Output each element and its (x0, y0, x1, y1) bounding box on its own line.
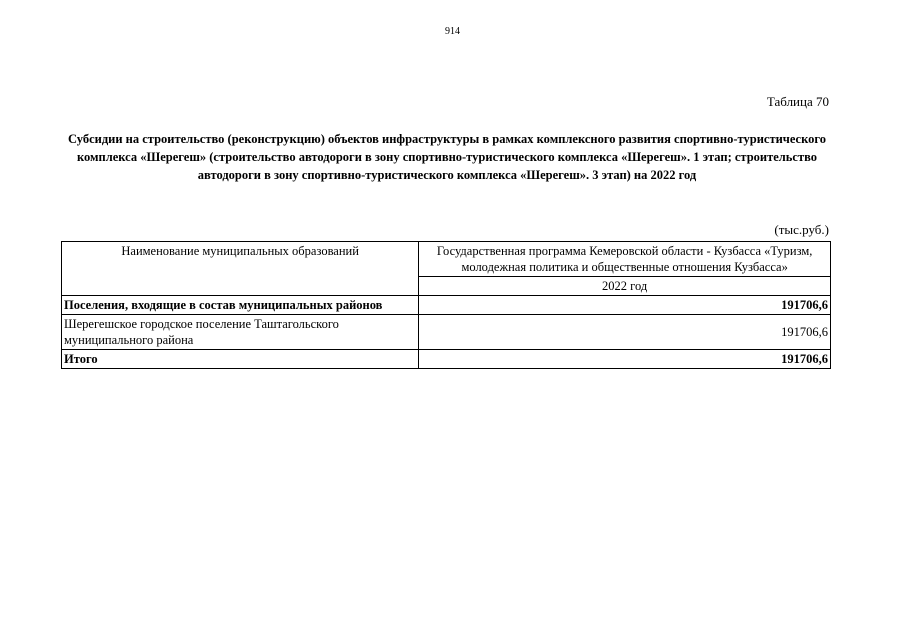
row-name: Поселения, входящие в состав муниципальных районов (62, 296, 419, 315)
row-value: 191706,6 (419, 315, 831, 350)
units-label: (тыс.руб.) (774, 222, 829, 237)
header-year: 2022 год (419, 277, 831, 296)
row-value: 191706,6 (419, 296, 831, 315)
header-program: Государственная программа Кемеровской области - Кузбасса «Туризм, молодежная политика и общественные отношения Кузбасса» (419, 242, 831, 277)
row-value: 191706,6 (419, 350, 831, 369)
table-label: Таблица 70 (766, 94, 829, 109)
document-title: Субсидии на строительство (реконструкцию) объектов инфраструктуры в рамках комплексного развития спортивно-туристического комплекса «Шерегеш» (строительство автодороги в зону спортивно-туристического комплекса «Шерегеш». 1 этап; строительство автодороги в зону спортивно-туристического комплекса «Шерегеш». 3 этап) на 2022 год (68, 132, 826, 182)
table-header-row (62, 242, 831, 277)
row-name: Шерегешское городское поселение Таштагольского муниципального района (62, 315, 419, 350)
page-number: 914 (445, 26, 460, 37)
subsidy-table (61, 241, 831, 369)
header-name-column: Наименование муниципальных образований (62, 242, 419, 296)
table-row (62, 296, 831, 315)
table-row-total (62, 350, 831, 369)
table-row (62, 315, 831, 350)
row-name: Итого (62, 350, 419, 369)
